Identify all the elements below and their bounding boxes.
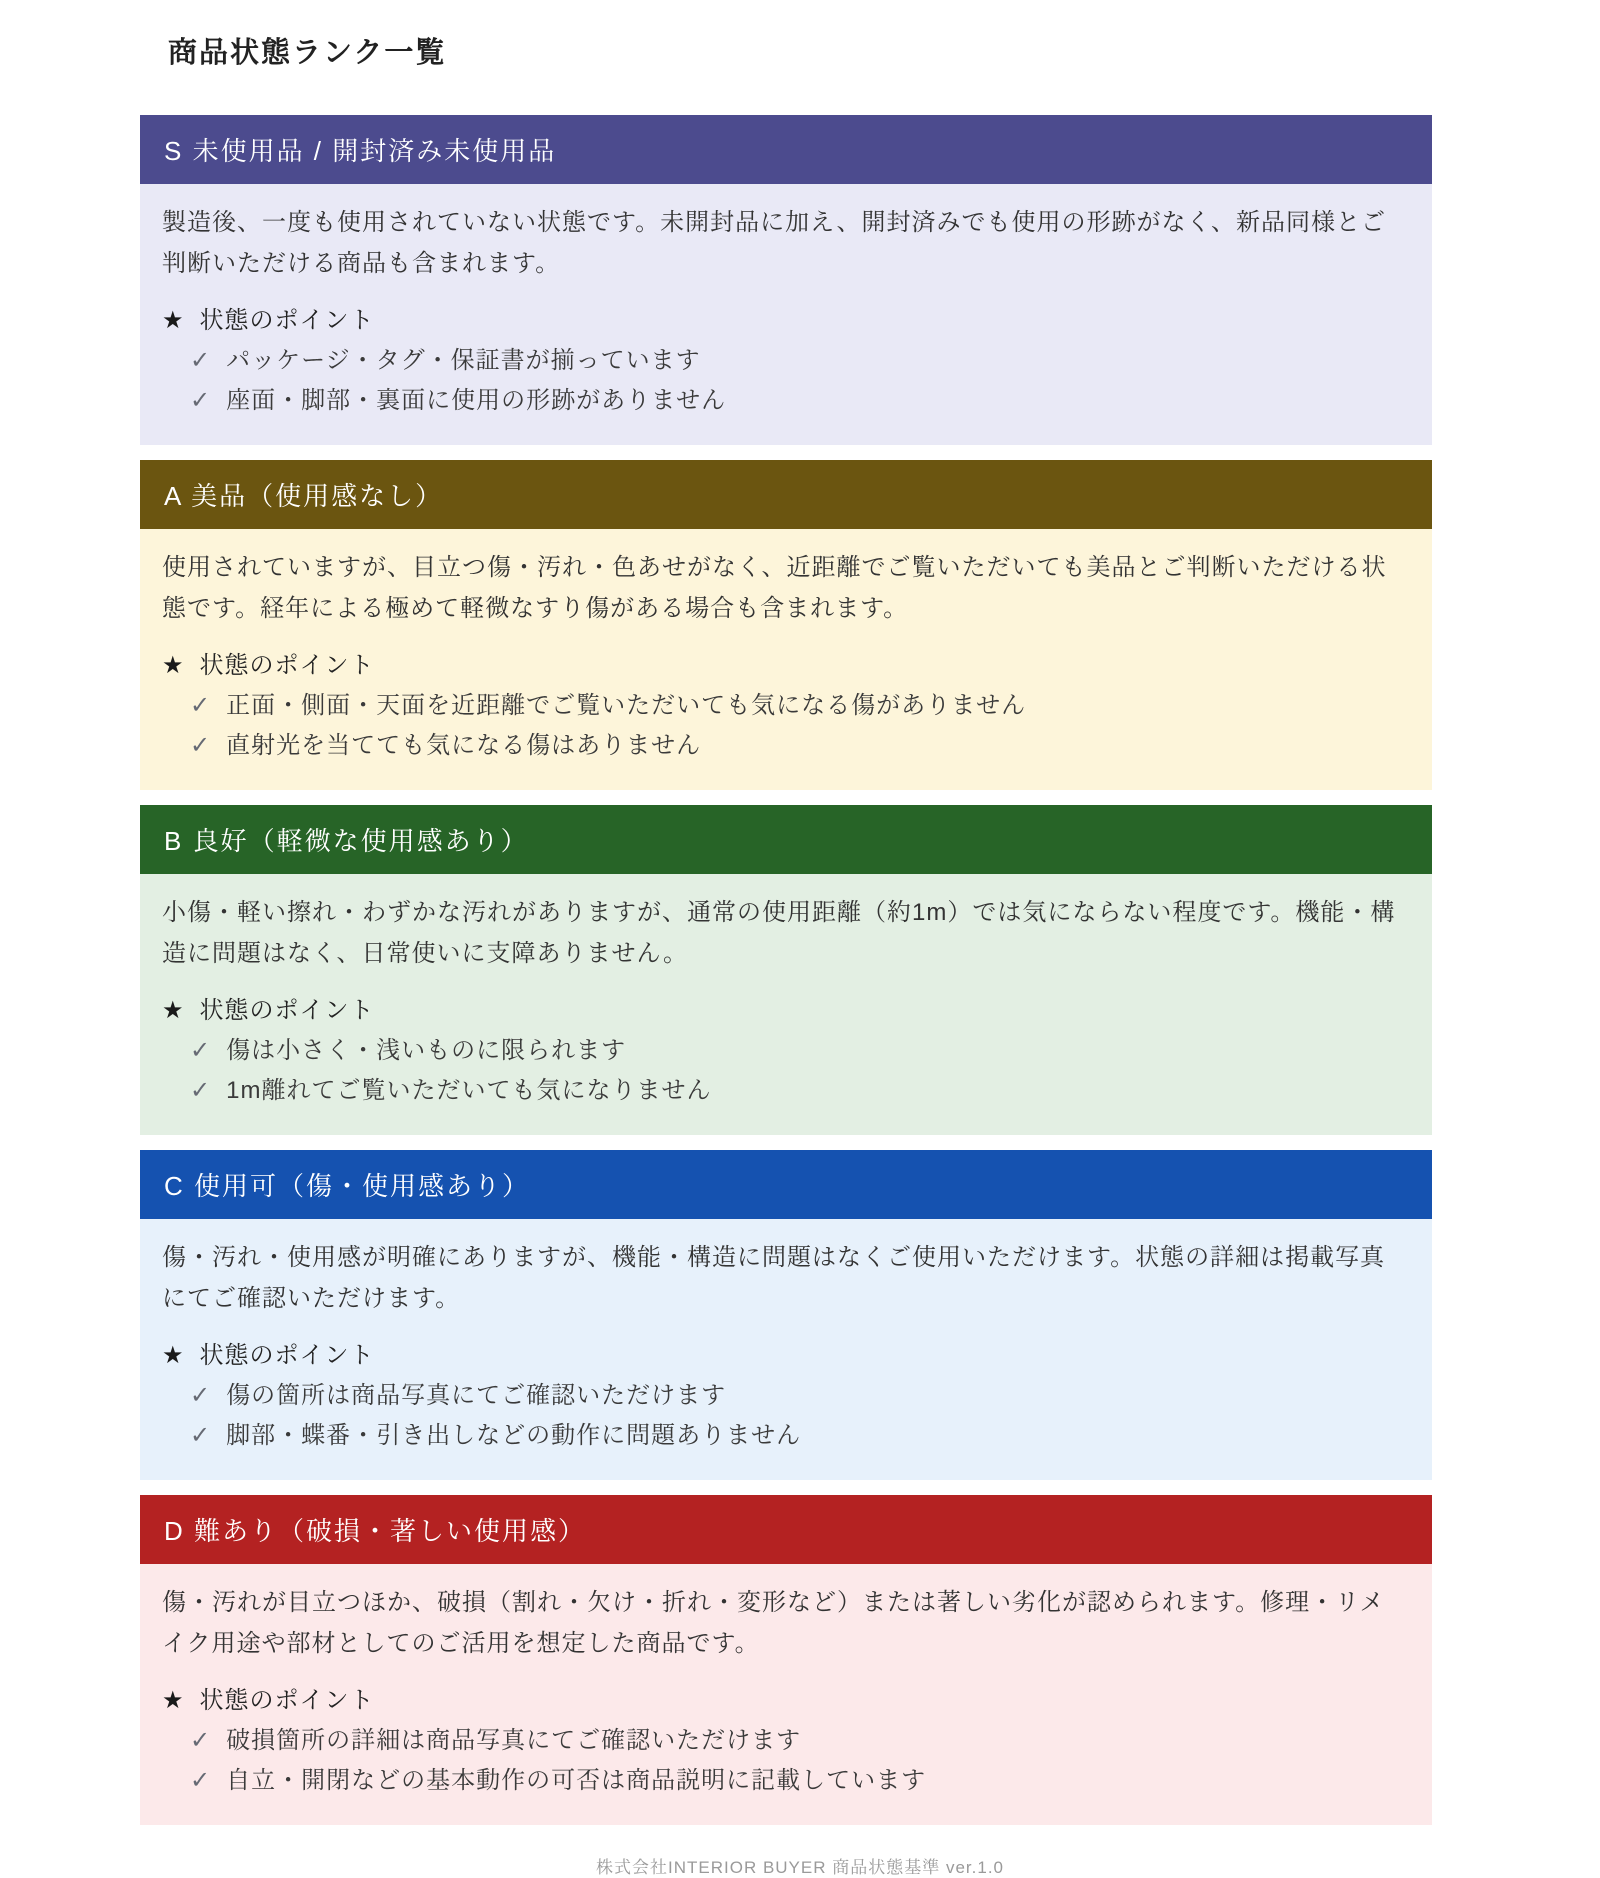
rank-section-body xyxy=(140,874,1432,1135)
condition-point xyxy=(190,1761,1408,1801)
condition-point xyxy=(190,686,1408,726)
check-icon: ✓ xyxy=(190,387,212,414)
check-icon: ✓ xyxy=(190,1767,212,1794)
point-text: 破損箇所の詳細は商品写真にてご確認いただけます xyxy=(226,1727,802,1754)
rank-section xyxy=(140,805,1432,1135)
point-text: パッケージ・タグ・保証書が揃っています xyxy=(226,347,701,374)
point-text: 正面・側面・天面を近距離でご覧いただいても気になる傷がありません xyxy=(226,692,1027,719)
points-list xyxy=(162,1031,1408,1111)
rank-sections xyxy=(140,115,1432,1825)
rank-section-body xyxy=(140,1564,1432,1825)
rank-section xyxy=(140,1150,1432,1480)
points-list xyxy=(162,341,1408,421)
rank-section-header xyxy=(140,115,1432,184)
points-list xyxy=(162,1376,1408,1456)
point-text: 傷の箇所は商品写真にてご確認いただけます xyxy=(226,1382,727,1409)
check-icon: ✓ xyxy=(190,1422,212,1449)
rank-section-header xyxy=(140,1495,1432,1564)
points-title-label: 状態のポイント xyxy=(199,1687,375,1714)
condition-point xyxy=(190,1031,1408,1071)
point-text: 自立・開閉などの基本動作の可否は商品説明に記載しています xyxy=(226,1767,927,1794)
check-icon: ✓ xyxy=(190,692,212,719)
rank-section-header xyxy=(140,1150,1432,1219)
rank-section-body xyxy=(140,529,1432,790)
point-text: 座面・脚部・裏面に使用の形跡がありません xyxy=(226,387,727,414)
points-title xyxy=(162,300,1408,335)
rank-section-header xyxy=(140,460,1432,529)
points-title-label: 状態のポイント xyxy=(199,307,375,334)
rank-section-body xyxy=(140,184,1432,445)
rank-section-title: C 使用可（傷・使用感あり） xyxy=(164,1171,531,1201)
rank-description: 傷・汚れ・使用感が明確にありますが、機能・構造に問題はなくご使用いただけます。状態の詳細は掲載写真にてご確認いただけます。 xyxy=(162,1244,1386,1312)
points-title-label: 状態のポイント xyxy=(199,652,375,679)
points-title xyxy=(162,1335,1408,1370)
rank-section-title: S 未使用品 / 開封済み未使用品 xyxy=(164,136,557,166)
check-icon: ✓ xyxy=(190,1382,212,1409)
rank-section-title: D 難あり（破損・著しい使用感） xyxy=(164,1516,587,1546)
condition-point xyxy=(190,1376,1408,1416)
rank-section-header xyxy=(140,805,1432,874)
page-title: 商品状態ランク一覧 xyxy=(168,37,447,69)
point-text: 脚部・蝶番・引き出しなどの動作に問題ありません xyxy=(226,1422,802,1449)
rank-description: 製造後、一度も使用されていない状態です。未開封品に加え、開封済みでも使用の形跡がなく、新品同様とご判断いただける商品も含まれます。 xyxy=(162,209,1387,277)
rank-section-body xyxy=(140,1219,1432,1480)
star-icon: ★ xyxy=(162,652,185,679)
points-list xyxy=(162,1721,1408,1801)
points-title-label: 状態のポイント xyxy=(199,1342,375,1369)
condition-point xyxy=(190,381,1408,421)
star-icon: ★ xyxy=(162,1687,185,1714)
rank-section xyxy=(140,1495,1432,1825)
points-title xyxy=(162,1680,1408,1715)
condition-point xyxy=(190,1721,1408,1761)
check-icon: ✓ xyxy=(190,1727,212,1754)
condition-point xyxy=(190,726,1408,766)
condition-point xyxy=(190,1416,1408,1456)
page-footer: 株式会社INTERIOR BUYER 商品状態基準 ver.1.0 xyxy=(596,1858,1004,1877)
star-icon: ★ xyxy=(162,307,185,334)
points-title-label: 状態のポイント xyxy=(199,997,375,1024)
point-text: 直射光を当てても気になる傷はありません xyxy=(226,732,702,759)
condition-point xyxy=(190,341,1408,381)
points-title xyxy=(162,990,1408,1025)
point-text: 傷は小さく・浅いものに限られます xyxy=(226,1037,627,1064)
rank-description: 傷・汚れが目立つほか、破損（割れ・欠け・折れ・変形など）または著しい劣化が認められます。修理・リメイク用途や部材としてのご活用を想定した商品です。 xyxy=(162,1589,1385,1657)
rank-section-title: B 良好（軽微な使用感あり） xyxy=(164,826,529,856)
check-icon: ✓ xyxy=(190,1037,212,1064)
check-icon: ✓ xyxy=(190,1077,212,1104)
condition-point xyxy=(190,1071,1408,1111)
rank-description: 小傷・軽い擦れ・わずかな汚れがありますが、通常の使用距離（約1m）では気にならない程度です。機能・構造に問題はなく、日常使いに支障ありません。 xyxy=(162,899,1396,967)
rank-section-title: A 美品（使用感なし） xyxy=(164,481,444,511)
points-list xyxy=(162,686,1408,766)
star-icon: ★ xyxy=(162,997,185,1024)
points-title xyxy=(162,645,1408,680)
rank-description: 使用されていますが、目立つ傷・汚れ・色あせがなく、近距離でご覧いただいても美品とご判断いただける状態です。経年による極めて軽微なすり傷がある場合も含まれます。 xyxy=(162,554,1387,622)
star-icon: ★ xyxy=(162,1342,185,1369)
rank-section xyxy=(140,115,1432,445)
check-icon: ✓ xyxy=(190,732,212,759)
point-text: 1m離れてご覧いただいても気になりません xyxy=(226,1077,712,1104)
check-icon: ✓ xyxy=(190,347,212,374)
rank-section xyxy=(140,460,1432,790)
